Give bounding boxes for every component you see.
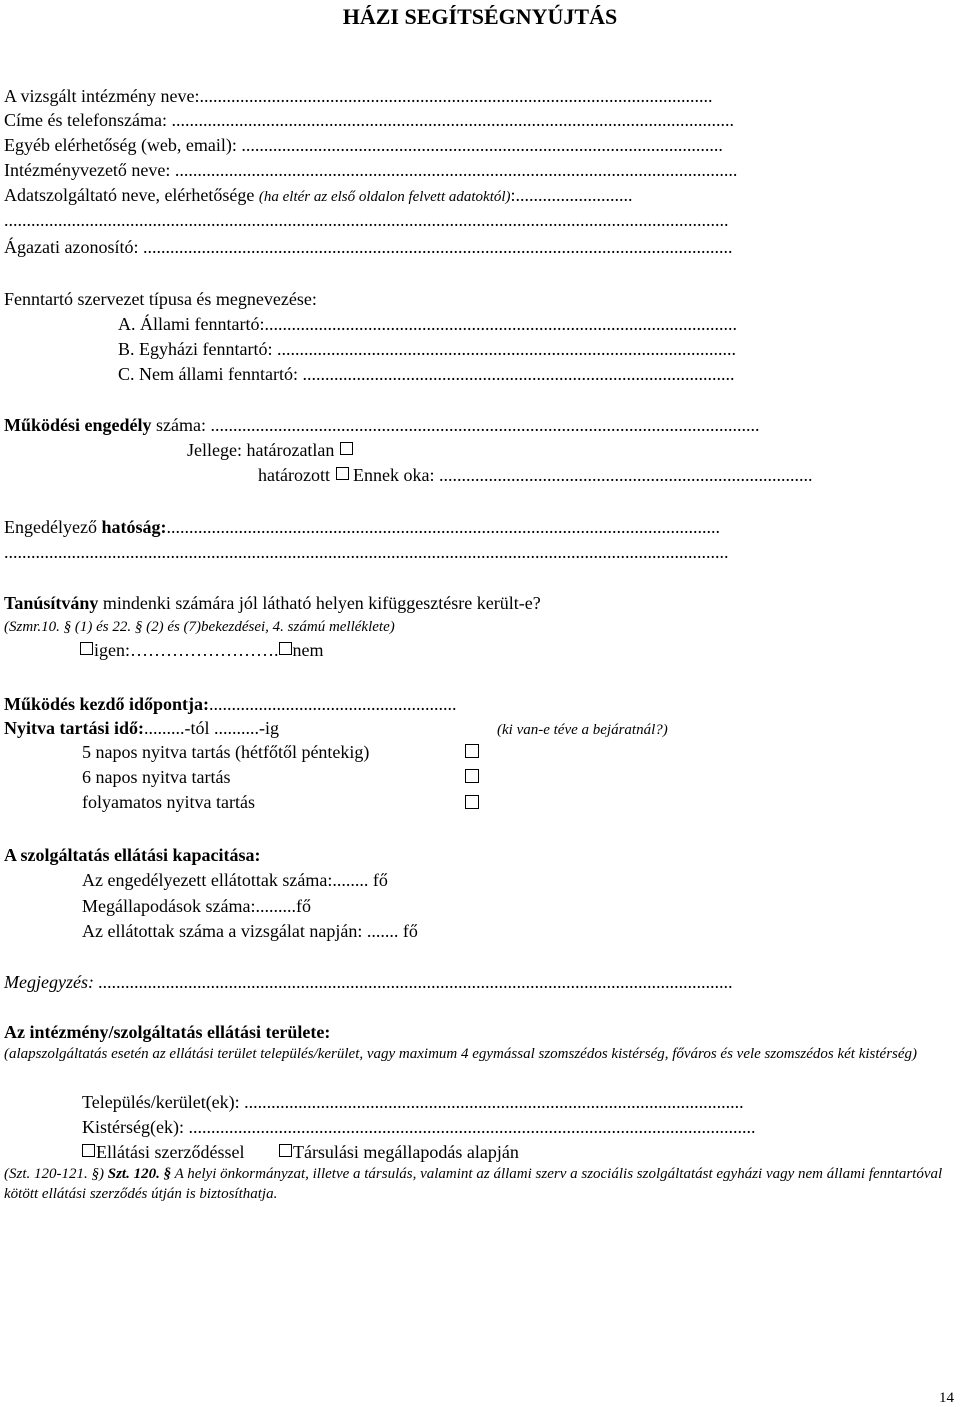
telepules-kerulet: Település/kerület(ek): ............................................................................................................... [82, 1092, 744, 1112]
opt-6-napos-checkbox[interactable] [465, 769, 479, 783]
mukodes-kezdo-label: Működés kezdő időpontja: [4, 694, 210, 714]
opt-6-napos: 6 napos nyitva tartás [82, 767, 231, 787]
page-number: 14 [939, 1390, 954, 1406]
mukodesi-engedely [4, 413, 760, 437]
megjegyzes: Megjegyzés: ............................................................................................................................................. [4, 972, 733, 992]
jellege-row [187, 438, 357, 462]
kapacitas-engedelyezett: Az engedélyezett ellátottak száma:........ fő [82, 870, 388, 890]
kapacitas-heading: A szolgáltatás ellátási kapacitása: [4, 845, 261, 865]
tarsulasi-megallapodas-checkbox[interactable] [279, 1144, 292, 1157]
mukodesi-engedely-dots: száma: .......................................................................................................................... [151, 415, 760, 435]
mukodes-kezdo-dots: ....................................................... [209, 694, 457, 714]
field-vezeto: Intézményvezető neve: ............................................................................................................................. [4, 160, 738, 180]
ellatasi-options [82, 1140, 519, 1164]
bejarat-note: (ki van-e téve a bejáratnál?) [497, 722, 668, 738]
tanusitvany-label: Tanúsítvány [4, 593, 99, 613]
tanusitvany-question [4, 591, 541, 615]
nyitva-label: Nyitva tartási idő: [4, 718, 144, 738]
jellege-label: Jellege: határozatlan [187, 440, 335, 460]
terulet-heading: Az intézmény/szolgáltatás ellátási területe: [4, 1022, 331, 1042]
tanusitvany-options [80, 638, 324, 662]
field-adatszolgaltato [4, 183, 633, 209]
kapacitas-vizsgalat-napjan: Az ellátottak száma a vizsgálat napján: ....... fő [82, 921, 418, 941]
fenntarto-allami: A. Állami fenntartó:......................................................................................................... [118, 314, 737, 334]
hatarozott-label: határozott [258, 465, 330, 485]
mukodes-kezdo [4, 692, 457, 716]
hatarozott-row [258, 463, 812, 487]
fenntarto-nem-allami: C. Nem állami fenntartó: ................................................................................................ [118, 364, 735, 384]
ellatasi-szerzodes-checkbox[interactable] [82, 1144, 95, 1157]
igen-label: igen:……………………. [94, 640, 279, 660]
kapacitas-megallapodasok: Megállapodások száma:.........fő [82, 896, 311, 916]
field-agazati-azonosito: Ágazati azonosító: ................................................................................................................................... [4, 237, 733, 257]
hatosag-dots: ........................................................................................................................... [166, 517, 720, 537]
tanusitvany-reference: (Szmr.10. § (1) és 22. § (2) és (7)bekezdései, 4. számú melléklete) [4, 619, 395, 635]
field-egyeb-elerhetoseg: Egyéb elérhetőség (web, email): ........................................................................................................... [4, 135, 723, 155]
terulet-note: (alapszolgáltatás esetén az ellátási terület település/kerület, vagy maximum 4 egymással szomszédos kistérség, főváros és vele szomszédos két kistérség) [4, 1046, 918, 1062]
fenntarto-egyhazi: B. Egyházi fenntartó: ...................................................................................................... [118, 339, 736, 359]
opt-5-napos-checkbox[interactable] [465, 744, 479, 758]
nem-label: nem [292, 640, 324, 660]
ellatasi-szerzodes-label: Ellátási szerződéssel [96, 1142, 245, 1162]
hatarozatlan-checkbox[interactable] [340, 442, 353, 455]
fenntarto-heading: Fenntartó szervezet típusa és megnevezése: [4, 289, 317, 309]
szt-text: A helyi önkormányzat, illetve a társulás, valamint az állami szerv a szociális szolgáltatást egyházi vagy nem állami fenntartóval kötött ellátási szerződés útján is biztosíthatja. [4, 1166, 943, 1202]
nem-checkbox[interactable] [279, 642, 292, 655]
szt-ref-a: (Szt. 120-121. §) [4, 1166, 108, 1182]
field-intezmeny-neve: A vizsgált intézmény neve:.................................................................................................................. [4, 86, 713, 106]
field-cime: Címe és telefonszáma: ............................................................................................................................. [4, 110, 734, 130]
adatszolgaltato-dots: :.......................... [510, 185, 633, 205]
tanusitvany-text: mindenki számára jól látható helyen kifüggesztésre került-e? [98, 593, 541, 613]
hatosag-label: Engedélyező [4, 517, 102, 537]
hatosag-bold: hatóság: [101, 517, 167, 537]
tarsulasi-megallapodas-label: Társulási megállapodás alapján [292, 1142, 519, 1162]
hatarozott-checkbox[interactable] [336, 467, 349, 480]
adatszolgaltato-note: (ha eltér az első oldalon felvett adatoktól) [258, 189, 511, 205]
mukodesi-engedely-label: Működési engedély [4, 415, 152, 435]
opt-folyamatos-checkbox[interactable] [465, 795, 479, 809]
szt-ref-b: Szt. 120. § [107, 1166, 172, 1182]
nyitva-tol-ig: .........-tól ..........-ig [143, 718, 279, 738]
adatszolgaltato-label: Adatszolgáltató neve, elérhetősége [4, 185, 255, 205]
szt-footnote [4, 1164, 954, 1204]
ennek-oka: Ennek oka: ................................................................................... [352, 465, 813, 485]
opt-folyamatos: folyamatos nyitva tartás [82, 792, 255, 812]
kisterseg: Kistérség(ek): .............................................................................................................................. [82, 1117, 756, 1137]
engedelyezo-hatosag [4, 515, 720, 539]
field-adatszolgaltato-cont: ................................................................................................................................................................. [4, 210, 729, 230]
nyitva-tartas [4, 716, 279, 740]
hatosag-cont: ................................................................................................................................................................. [4, 542, 729, 562]
page-title: HÁZI SEGÍTSÉGNYÚJTÁS [342, 4, 618, 29]
opt-5-napos: 5 napos nyitva tartás (hétfőtől péntekig) [82, 742, 370, 762]
igen-checkbox[interactable] [80, 642, 93, 655]
